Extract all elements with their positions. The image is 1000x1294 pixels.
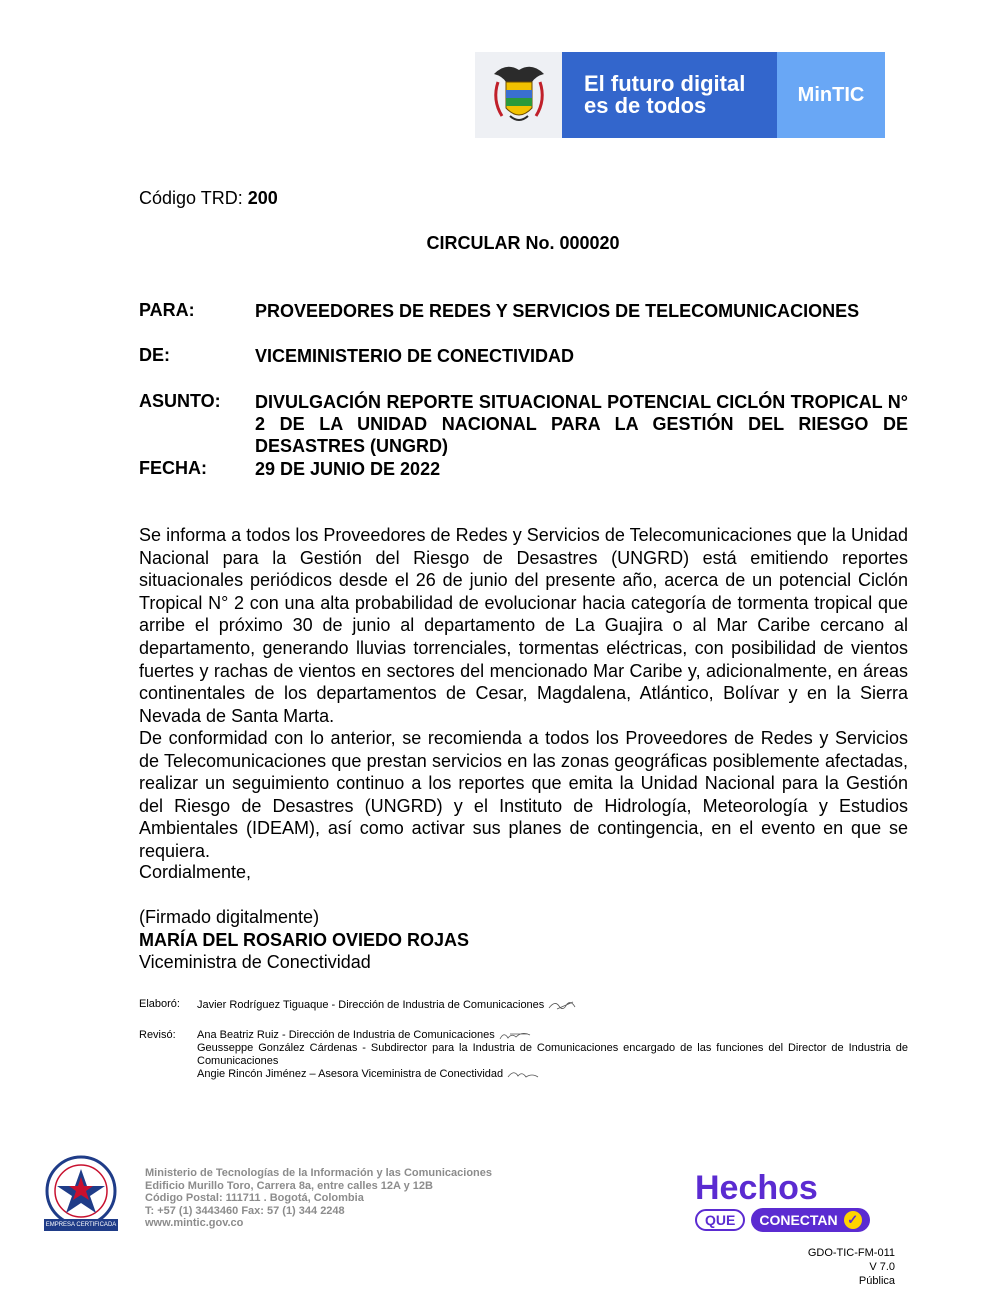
- elaboro-text: Javier Rodríguez Tiguaque - Dirección de Industria de Comunicaciones: [197, 998, 545, 1011]
- form-version: V 7.0: [869, 1261, 895, 1273]
- elaboro-value: [197, 998, 577, 1012]
- para-value: PROVEEDORES DE REDES Y SERVICIOS DE TELECOMUNICACIONES: [255, 301, 860, 321]
- colombia-coat-of-arms-icon: [475, 52, 562, 138]
- footer-phone: T: +57 (1) 3443460 Fax: 57 (1) 344 2248: [145, 1204, 345, 1217]
- reviso-line-1: [197, 1029, 908, 1042]
- conectan-text: CONECTAN: [759, 1212, 838, 1228]
- codigo-value: 200: [247, 188, 278, 208]
- slogan-block: [562, 52, 777, 138]
- footer-postal: Código Postal: 111711 . Bogotá, Colombia: [145, 1192, 364, 1204]
- footer-contact: [145, 1167, 492, 1230]
- asunto-value: DIVULGACIÓN REPORTE SITUACIONAL POTENCIAL CICLÓN TROPICAL N° 2 DE LA UNIDAD NACIONAL PARA LA GESTIÓN DEL RIESGO DE DESASTRES (UNGRD): [255, 392, 908, 456]
- seal-label: EMPRESA CERTIFICADA: [45, 1222, 117, 1228]
- body-paragraph-2: De conformidad con lo anterior, se recomienda a todos los Proveedores de Redes y Servicios de Telecomunicaciones que prestan servicios en las zonas geográficas posiblemente afectadas, realizar un seguimiento continuo a los reportes que emita la Unidad Nacional para la Gestión del Riesgo de Desastres (UNGRD) y el Instituto de Hidrología, Meteorología y Estudios Ambientales (IDEAM), así como activar sus planes de contingencia, en el evento en que se requiera.: [139, 728, 908, 861]
- reviso-line-3-text: Angie Rincón Jiménez – Asesora Viceministra de Conectividad: [197, 1068, 504, 1080]
- body-paragraph-1: Se informa a todos los Proveedores de Redes y Servicios de Telecomunicaciones que la Unidad Nacional para la Gestión del Riesgo de Desastres (UNGRD) está emitiendo reportes situacionales periódicos desde el 26 de junio del presente año, acerca de un potencial Ciclón Tropical N° 2 con una alta probabilidad de evolucionar hacia categoría de tormenta tropical que arribe el próximo 30 de junio al departamento de La Guajira o al Mar Caribe cercano al departamento, generando lluvias torrenciales, tormentas eléctricas, con posibilidad de vientos fuertes y rachas de vientos en sectores del mencionado Mar Caribe y, adicionalmente, en áreas continentales de los departamentos de Cesar, Magdalena, Atlántico, Bolívar y en la Sierra Nevada de Santa Marta.: [139, 525, 908, 726]
- certification-seal-icon: [40, 1153, 122, 1235]
- asunto-label: ASUNTO:: [139, 391, 221, 411]
- mintic-brand: MinTIC: [777, 52, 885, 138]
- slogan-line-2: es de todos: [584, 93, 707, 118]
- de-label: DE:: [139, 345, 170, 365]
- reviso-line-3: [197, 1068, 908, 1081]
- que-pill: QUE: [695, 1209, 745, 1231]
- signature-block: [139, 906, 469, 974]
- signer-title: Viceministra de Conectividad: [139, 952, 371, 973]
- codigo-label: Código TRD:: [139, 188, 248, 208]
- codigo-trd: [139, 188, 278, 209]
- elaboro-label: Elaboró:: [139, 998, 180, 1010]
- footer-website[interactable]: www.mintic.gov.co: [145, 1217, 244, 1229]
- form-code-block: [790, 1246, 895, 1288]
- form-classification: Pública: [858, 1275, 895, 1287]
- circular-title: CIRCULAR No. 000020: [426, 233, 620, 253]
- header-banner: [475, 52, 885, 138]
- hechos-que-conectan-logo: [695, 1170, 910, 1236]
- fecha-label: FECHA:: [139, 458, 207, 478]
- slogan-line-1: El futuro digital: [584, 71, 746, 96]
- conectan-pill: [751, 1208, 869, 1232]
- reviso-block: [197, 1029, 908, 1081]
- initials-signature-icon: [547, 998, 577, 1012]
- hechos-wordmark: Hechos: [695, 1169, 818, 1207]
- form-code: GDO-TIC-FM-011: [807, 1247, 895, 1259]
- initials-signature-icon: [506, 1068, 540, 1080]
- reviso-label: Revisó:: [139, 1029, 176, 1041]
- fecha-value: 29 DE JUNIO DE 2022: [255, 459, 441, 479]
- salutation: Cordialmente,: [139, 862, 252, 882]
- reviso-line-2: Geusseppe González Cárdenas - Subdirector para la Industria de Comunicaciones encargado de las funciones del Director de Industria de Comunicaciones: [197, 1042, 908, 1067]
- footer-ministry: Ministerio de Tecnologías de la Información y las Comunicaciones: [145, 1167, 492, 1179]
- reviso-line-1-text: Ana Beatriz Ruiz - Dirección de Industria de Comunicaciones: [197, 1029, 495, 1041]
- para-label: PARA:: [139, 300, 195, 320]
- initials-signature-icon: [498, 1029, 532, 1041]
- check-icon: ✓: [844, 1211, 862, 1229]
- signed-note: (Firmado digitalmente): [139, 907, 320, 927]
- footer-address: Edificio Murillo Toro, Carrera 8a, entre calles 12A y 12B: [145, 1179, 433, 1192]
- signer-name: MARÍA DEL ROSARIO OVIEDO ROJAS: [139, 929, 470, 950]
- de-value: VICEMINISTERIO DE CONECTIVIDAD: [255, 346, 575, 366]
